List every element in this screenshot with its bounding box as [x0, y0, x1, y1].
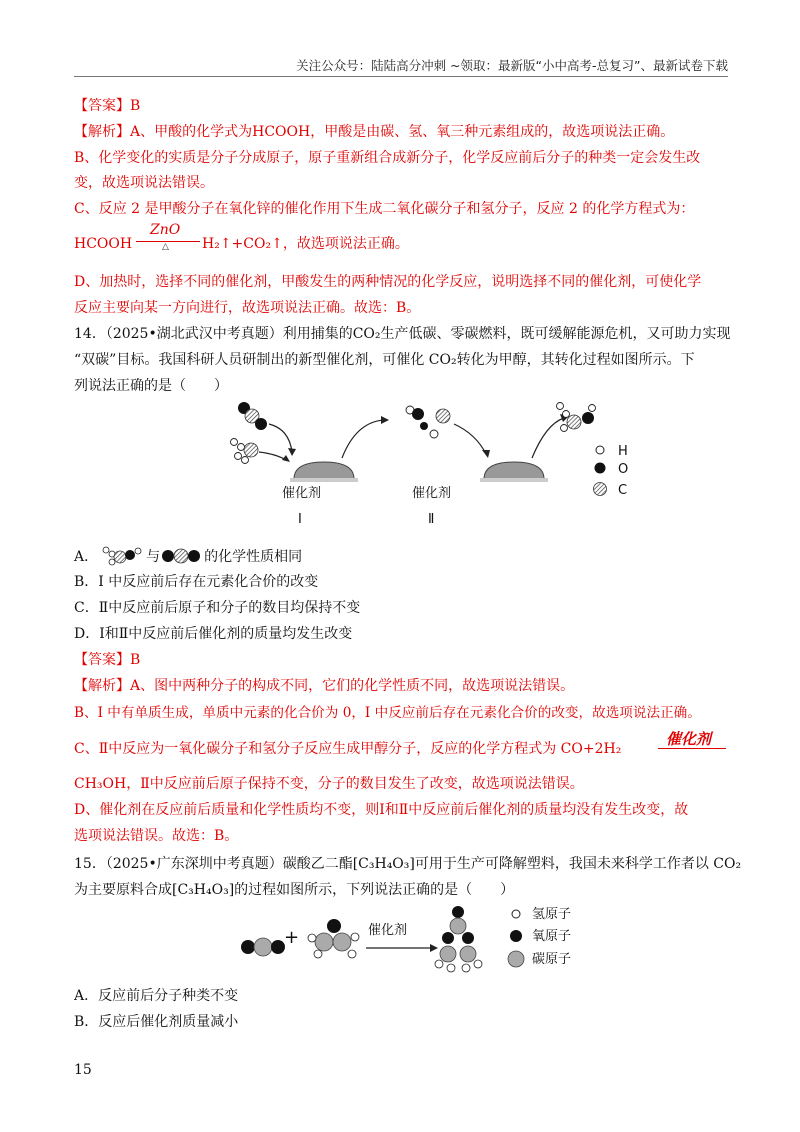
q13-analysis-a: 【解析】A、甲酸的化学式为HCOOH，甲酸是由碳、氢、氧三种元素组成的，故选项说法正确。 — [74, 124, 675, 140]
q13-analysis-d1: D、加热时，选择不同的催化剂，甲酸发生的两种情况的化学反应，说明选择不同的催化剂，可使化学 — [74, 274, 702, 290]
q15-legend-h: 氢原子 — [532, 907, 572, 922]
stage-ii-label: Ⅱ — [428, 512, 435, 527]
legend-o-label: O — [618, 462, 629, 477]
option-a-mid: 与 — [146, 549, 161, 565]
q14-option-b: B．I 中反应前后存在元素化合价的改变 — [74, 574, 319, 590]
q14-eq-arrow-bar — [658, 748, 726, 749]
page-number: 15 — [74, 1062, 92, 1078]
co2-mini-icon — [160, 546, 204, 566]
eq-right: H₂↑+CO₂↑，故选项说法正确。 — [202, 236, 409, 252]
header-rule — [74, 76, 728, 77]
q14-analysis-c2: CH₃OH，Ⅱ中反应前后原子保持不变，分子的数目发生了改变，故选项说法错误。 — [74, 776, 584, 792]
q13-answer: 【答案】B — [74, 98, 141, 114]
q13-analysis-d2: 反应主要向某一方向进行，故选项说法正确。故选：B。 — [74, 300, 421, 316]
q15-legend-c: 碳原子 — [532, 952, 572, 967]
q15-stem-1: 15．（2025•广东深圳中考真题）碳酸乙二酯[C₃H₄O₃]可用于生产可降解塑料，我国未来科学工作者以 CO₂ — [74, 856, 742, 872]
q14-stem-2: “双碳”目标。我国科研人员研制出的新型催化剂，可催化 CO₂转化为甲醇，其转化过程如图所示。下 — [74, 352, 695, 368]
q14-analysis-d1: D、催化剂在反应前后质量和化学性质均不变，则Ⅰ和Ⅱ中反应前后催化剂的质量均没有发生改变，故 — [74, 802, 689, 818]
q14-analysis-c: C、Ⅱ中反应为一氧化碳分子和氢分子反应生成甲醇分子，反应的化学方程式为 CO+2H₂ — [74, 741, 622, 757]
q14-analysis-b: B、I 中有单质生成，单质中元素的化合价为 0，I 中反应前后存在元素化合价的改变，故选项说法正确。 — [74, 705, 701, 721]
catalyst-ii-label: 催化剂 — [412, 486, 452, 501]
eq-left: HCOOH — [74, 236, 133, 252]
q14-stem-3: 列说法正确的是（ ） — [74, 378, 228, 394]
q13-analysis-b1: B、化学变化的实质是分子分成原子，原子重新组合成新分子，化学反应前后分子的种类一定会发生改 — [74, 150, 701, 166]
eq-heat: △ — [162, 242, 169, 252]
q14-option-c: C．Ⅱ中反应前后原子和分子的数目均保持不变 — [74, 600, 361, 616]
catalyst-i-label: 催化剂 — [282, 486, 322, 501]
legend-h-label: H — [618, 444, 628, 459]
eq-catalyst: ZnO — [150, 222, 181, 238]
option-a-prefix: A． — [74, 549, 99, 565]
q15-option-a: A．反应前后分子种类不变 — [74, 988, 239, 1004]
legend-c-label: C — [618, 483, 628, 498]
q14-analysis-a: 【解析】A、图中两种分子的构成不同，它们的化学性质不同，故选项说法错误。 — [74, 678, 575, 694]
option-a-suffix: 的化学性质相同 — [204, 549, 303, 565]
q13-analysis-c1: C、反应 2 是甲酸分子在氧化锌的催化作用下生成二氧化碳分子和氢分子，反应 2 的化学方程式为： — [74, 201, 695, 217]
q15-option-b: B．反应后催化剂质量减小 — [74, 1014, 239, 1030]
stage-i-label: I — [298, 512, 302, 527]
q14-option-a — [74, 546, 728, 567]
q14-stem-1: 14．（2025•湖北武汉中考真题）利用捕集的CO₂生产低碳、零碳燃料，既可缓解能源危机，又可助力实现 — [74, 326, 731, 342]
q14-answer: 【答案】B — [74, 652, 141, 668]
q14-reaction-diagram — [214, 394, 624, 534]
q13-analysis-b2: 变，故选项说法错误。 — [74, 175, 214, 191]
q14-option-d: D．Ⅰ和Ⅱ中反应前后催化剂的质量均发生改变 — [74, 626, 353, 642]
q15-plus: + — [284, 927, 300, 948]
q14-eq-catalyst: 催化剂 — [666, 730, 712, 748]
q14-analysis-d2: 选项说法错误。故选：B。 — [74, 828, 239, 844]
q15-stem-2: 为主要原料合成[C₃H₄O₃]的过程如图所示，下列说法正确的是（ ） — [74, 882, 515, 898]
q15-arrow-label: 催化剂 — [368, 923, 408, 938]
page-header: 关注公众号：陆陆高分冲刺 ~领取：最新版“小中高考-总复习”、最新试卷下载 — [296, 58, 728, 73]
methanol-mini-icon — [98, 546, 146, 566]
q15-legend-o: 氧原子 — [532, 929, 572, 944]
